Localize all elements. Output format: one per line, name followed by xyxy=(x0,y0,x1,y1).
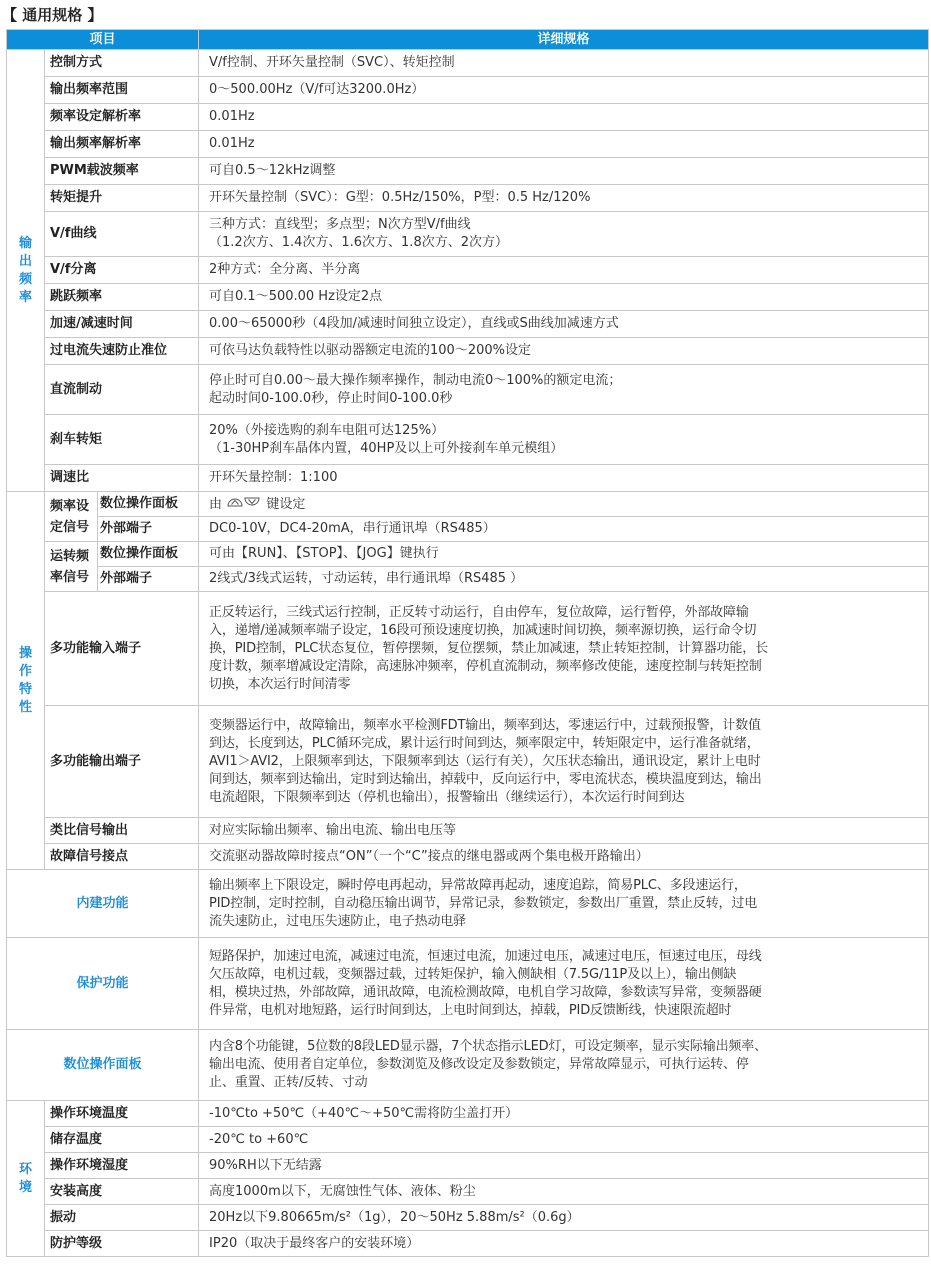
run-signal-terminal-label: 外部端子 xyxy=(98,567,199,592)
detail-line: AVI1＞AVI2，上限频率到达，下限频率到达（运行有关），欠压状态输出，通讯设定，累计上电时 xyxy=(209,753,761,769)
detail-line: 流失速防止，过电压失速防止，电子热动电驿 xyxy=(209,913,467,929)
row-item: 输出频率范围 xyxy=(45,77,199,104)
detail-line: 到达，长度到达，PLC循环完成，累计运行时间到达，频率限定中，转矩限定中，运行准备就绪， xyxy=(209,735,760,751)
row-detail: 2种方式：全分离、半分离 xyxy=(199,257,929,284)
table-row xyxy=(7,311,929,338)
detail-line: 欠压故障，电机过载，变频器过载，过转矩保护，输入侧缺相（7.5G/11P及以上），输出侧缺 xyxy=(209,966,737,982)
row-detail xyxy=(199,870,929,938)
row-item: 储存温度 xyxy=(45,1127,199,1153)
row-item: V/f分离 xyxy=(45,257,199,284)
row-item: 刹车转矩 xyxy=(45,415,199,465)
row-detail xyxy=(199,415,929,465)
panel-suffix: 键设定 xyxy=(266,497,306,512)
detail-line: PID控制，定时控制，自动稳压输出调节，异常记录，参数锁定，参数出厂重置，禁止反转，过电 xyxy=(209,895,758,911)
table-row xyxy=(7,257,929,284)
group-operation: 操作特性 xyxy=(7,492,45,870)
detail-line: 入，递增/递减频率端子设定，16段可预设速度切换，加减速时间切换，频率源切换，运行命令切 xyxy=(209,622,757,638)
row-detail: 可自0.5～12kHz调整 xyxy=(199,158,929,185)
header-item: 项目 xyxy=(7,30,199,50)
table-row xyxy=(7,567,929,592)
table-row xyxy=(7,415,929,465)
table-row xyxy=(7,1101,929,1127)
table-row xyxy=(7,938,929,1030)
detail-line: （1-30HP刹车晶体内置，40HP及以上可外接刹车单元模组） xyxy=(209,440,564,456)
row-detail: 0.01Hz xyxy=(199,104,929,131)
detail-line: 三种方式：直线型；多点型；N次方型V/f曲线 xyxy=(209,217,471,232)
detail-line: 输出电流、使用者自定单位，参数浏览及修改设定及参数锁定，异常故障显示，可执行运转、停 xyxy=(209,1057,749,1072)
table-row xyxy=(7,870,929,938)
row-item: 操作环境湿度 xyxy=(45,1153,199,1179)
row-item: 输出频率解析率 xyxy=(45,131,199,158)
row-item: 过电流失速防止准位 xyxy=(45,338,199,365)
row-detail: 可由【RUN】、【STOP】、【JOG】键执行 xyxy=(199,542,929,567)
protection-functions-label: 保护功能 xyxy=(7,938,199,1030)
row-detail: 20Hz以下9.80665m/s²（1g），20～50Hz 5.88m/s²（0.6g） xyxy=(199,1205,929,1231)
table-row xyxy=(7,212,929,257)
row-detail xyxy=(199,212,929,257)
row-detail xyxy=(199,592,929,706)
table-row xyxy=(7,844,929,870)
builtin-functions-label: 内建功能 xyxy=(7,870,199,938)
freq-signal-label: 频率设定信号 xyxy=(45,492,98,542)
row-item: 频率设定解析率 xyxy=(45,104,199,131)
table-row xyxy=(7,185,929,212)
row-detail: 可依马达负载特性以驱动器额定电流的100～200%设定 xyxy=(199,338,929,365)
row-detail: 开环矢量控制（SVC）：G型：0.5Hz/150%，P型：0.5 Hz/120% xyxy=(199,185,929,212)
table-row xyxy=(7,492,929,517)
detail-line: 正反转运行，三线式运行控制，正反转寸动运行，自由停车，复位故障，运行暂停，外部故障输 xyxy=(209,604,749,620)
detail-line: 间到达，频率到达输出，定时到达输出，掉载中，反向运行中，零电流状态，模块温度到达，输出 xyxy=(209,771,762,787)
panel-prefix: 由 xyxy=(209,497,223,512)
row-detail: 开环矢量控制：1:100 xyxy=(199,465,929,492)
row-item: 防护等级 xyxy=(45,1231,199,1257)
detail-line: 短路保护，加速过电流，减速过电流，恒速过电流，加速过电压，减速过电压，恒速过电压，母线 xyxy=(209,948,762,964)
row-detail: 2线式/3线式运转，寸动运转，串行通讯埠（RS485 ） xyxy=(199,567,929,592)
detail-line: 20%（外接选购的刹车电阻可达125%） xyxy=(209,422,445,438)
run-signal-label: 运转频率信号 xyxy=(45,542,98,592)
row-detail xyxy=(199,365,929,415)
table-row xyxy=(7,1153,929,1179)
table-row xyxy=(7,1030,929,1101)
row-item: 控制方式 xyxy=(45,50,199,77)
table-row xyxy=(7,1205,929,1231)
table-row xyxy=(7,104,929,131)
row-item: 多功能输入端子 xyxy=(45,592,199,706)
row-detail: V/f控制、开环矢量控制（SVC）、转矩控制 xyxy=(199,50,929,77)
table-row xyxy=(7,465,929,492)
header-detail: 详细规格 xyxy=(199,30,929,50)
spec-table xyxy=(6,29,929,1257)
up-down-key-icon xyxy=(226,494,262,510)
row-item: 加速/减速时间 xyxy=(45,311,199,338)
row-detail: IP20（取决于最终客户的安装环境） xyxy=(199,1231,929,1257)
detail-line: （1.2次方、1.4次方、1.6次方、1.8次方、2次方） xyxy=(209,235,508,250)
row-detail: -10℃to +50℃（+40℃～+50℃需将防尘盖打开） xyxy=(199,1101,929,1127)
run-signal-panel-label: 数位操作面板 xyxy=(98,542,199,567)
table-row xyxy=(7,77,929,104)
table-row xyxy=(7,158,929,185)
table-row xyxy=(7,131,929,158)
table-row xyxy=(7,338,929,365)
detail-line: 停止时可自0.00～最大操作频率操作，制动电流0～100%的额定电流； xyxy=(209,372,622,388)
table-row xyxy=(7,284,929,311)
row-item: 多功能输出端子 xyxy=(45,706,199,818)
row-detail: 可自0.1～500.00 Hz设定2点 xyxy=(199,284,929,311)
row-item: 类比信号输出 xyxy=(45,818,199,844)
freq-signal-panel-label: 数位操作面板 xyxy=(98,492,199,517)
detail-line: 件异常，电机对地短路，运行时间到达，上电时间到达，掉载，PID反馈断线，快速限流超时 xyxy=(209,1002,732,1018)
table-row xyxy=(7,818,929,844)
table-row xyxy=(7,706,929,818)
row-detail: 0.01Hz xyxy=(199,131,929,158)
row-detail: 90%RH以下无结露 xyxy=(199,1153,929,1179)
row-detail: 交流驱动器故障时接点“ON”（一个“C”接点的继电器或两个集电极开路输出） xyxy=(199,844,929,870)
digital-panel-label: 数位操作面板 xyxy=(7,1030,199,1101)
row-item: 故障信号接点 xyxy=(45,844,199,870)
table-row xyxy=(7,592,929,706)
row-detail xyxy=(199,938,929,1030)
detail-line: 相，模块过热，外部故障，通讯故障，电流检测故障，电机自学习故障，参数读写异常，变频器硬 xyxy=(209,984,762,1000)
table-row xyxy=(7,1127,929,1153)
table-row xyxy=(7,1231,929,1257)
row-detail: DC0-10V，DC4-20mA，串行通讯埠（RS485） xyxy=(199,517,929,542)
table-row xyxy=(7,365,929,415)
table-row xyxy=(7,542,929,567)
row-detail: 0.00～65000秒（4段加/减速时间独立设定），直线或S曲线加减速方式 xyxy=(199,311,929,338)
group-environment: 环境 xyxy=(7,1101,45,1257)
row-item: 直流制动 xyxy=(45,365,199,415)
row-item: 安装高度 xyxy=(45,1179,199,1205)
page-title: 【 通用规格 】 xyxy=(2,6,103,24)
group-output-frequency: 输出频率 xyxy=(7,50,45,492)
table-header-row xyxy=(7,30,929,50)
table-row xyxy=(7,1179,929,1205)
row-item: V/f曲线 xyxy=(45,212,199,257)
row-detail xyxy=(199,1030,929,1101)
row-detail: -20℃ to +60℃ xyxy=(199,1127,929,1153)
row-detail xyxy=(199,492,929,517)
detail-line: 变频器运行中，故障输出，频率水平检测FDT输出，频率到达，零速运行中，过载预报警，计数值 xyxy=(209,717,761,733)
detail-line: 输出频率上下限设定，瞬时停电再起动，异常故障再起动，速度追踪，简易PLC、多段速运行， xyxy=(209,877,747,893)
row-item: 调速比 xyxy=(45,465,199,492)
detail-line: 电流超限，下限频率到达（停机也输出），报警输出（继续运行），本次运行时间到达 xyxy=(209,789,685,805)
table-row xyxy=(7,517,929,542)
row-item: 振动 xyxy=(45,1205,199,1231)
freq-signal-terminal-label: 外部端子 xyxy=(98,517,199,542)
detail-line: 换，PID控制，PLC状态复位，暂停摆频，复位摆频，禁止加减速，禁止转矩控制，计算器功能，长 xyxy=(209,640,768,656)
detail-line: 止、重置、正转/反转、寸动 xyxy=(209,1075,368,1090)
row-detail xyxy=(199,706,929,818)
row-item: PWM载波频率 xyxy=(45,158,199,185)
table-row xyxy=(7,50,929,77)
row-detail: 对应实际输出频率、输出电流、输出电压等 xyxy=(199,818,929,844)
detail-line: 度计数，频率增减设定清除，高速脉冲频率，停机直流制动，频率修改使能，速度控制与转矩控制 xyxy=(209,658,762,674)
detail-line: 内含8个功能键，5位数的8段LED显示器，7个状态指示LED灯，可设定频率，显示实际输出频率、 xyxy=(209,1039,767,1054)
row-detail: 0～500.00Hz（V/f可达3200.0Hz） xyxy=(199,77,929,104)
row-detail: 高度1000m以下，无腐蚀性气体、液体、粉尘 xyxy=(199,1179,929,1205)
row-item: 跳跃频率 xyxy=(45,284,199,311)
row-item: 操作环境温度 xyxy=(45,1101,199,1127)
row-item: 转矩提升 xyxy=(45,185,199,212)
detail-line: 起动时间0-100.0秒，停止时间0-100.0秒 xyxy=(209,390,453,406)
detail-line: 切换，本次运行时间清零 xyxy=(209,676,351,692)
